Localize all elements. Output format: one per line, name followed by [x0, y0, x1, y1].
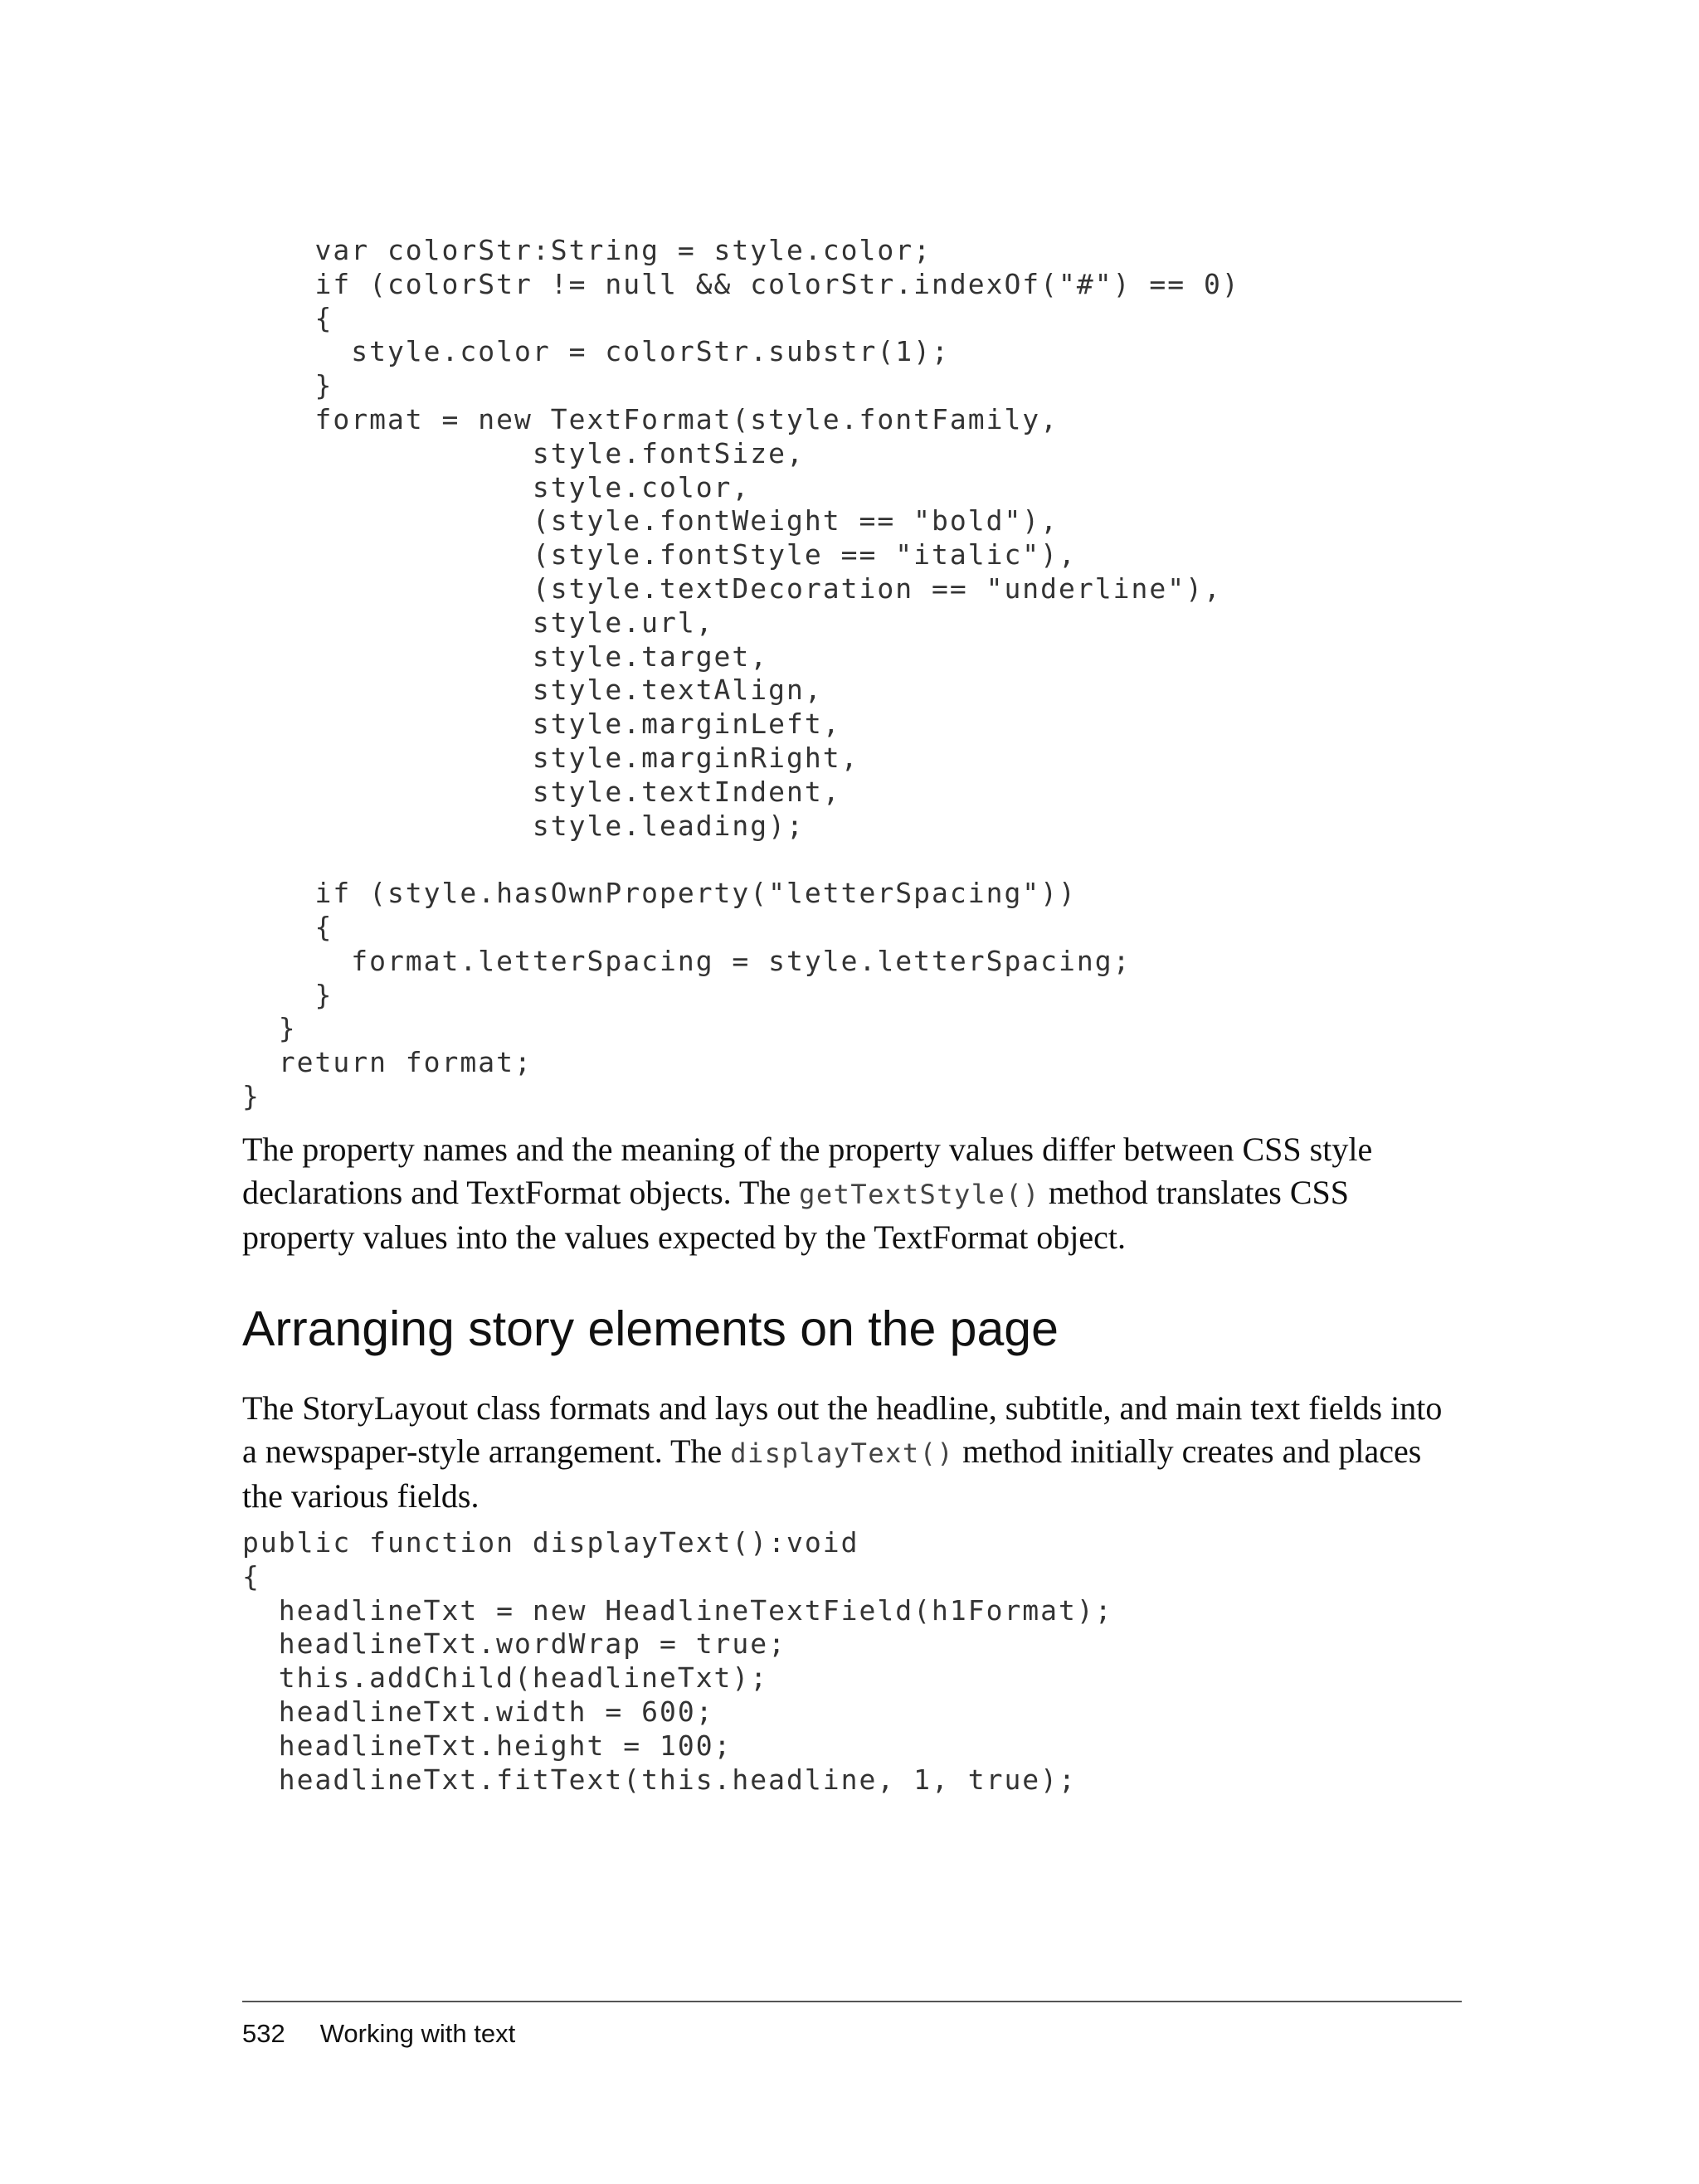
paragraph-storylayout [242, 1387, 1462, 1518]
code-block-display-text: public function displayText():void { headlineTxt = new HeadlineTextField(h1Format); headlineTxt.wordWrap = true; this.addChild(headlineTxt); headlineTxt.width = 600; headlineTxt.height = 100; headlineTxt.fitText(this.headline, 1, true); [242, 1526, 1113, 1796]
page-number: 532 [242, 2019, 285, 2048]
inline-code-gettextstyle: getTextStyle() [799, 1179, 1040, 1210]
paragraph-text: method initially creates and places the various fields. [242, 1432, 1422, 1515]
inline-code-displaytext: displayText() [730, 1437, 955, 1469]
paragraph-text: The StoryLayout class formats and lays out the headline, subtitle, and main text fields into a newspaper-style arrangement. The [242, 1389, 1443, 1470]
paragraph-text: method translates CSS property values into the values expected by the TextFormat object. [242, 1174, 1350, 1256]
footer-divider [242, 2001, 1462, 2002]
section-heading: Arranging story elements on the page [242, 1301, 1059, 1356]
paragraph-text: The property names and the meaning of the property values differ between CSS style declarations and TextFormat objects. The [242, 1131, 1373, 1211]
paragraph-css-properties [242, 1128, 1462, 1259]
page-footer [242, 2017, 515, 2050]
chapter-title: Working with text [319, 2019, 516, 2048]
code-block-text-format: var colorStr:String = style.color; if (colorStr != null && colorStr.indexOf("#") == 0) { style.color = colorStr.substr(1); } format = new TextFormat(style.fontFamily, style.fontSize, style.color, (style.fontWeight == "bold"), (style.fontStyle == "italic"), (style.textDecoration == "underline"), style.url, style.target, style.textAlign, style.marginLeft, style.marginRight, style.textIndent, style.leading); if (style.hasOwnProperty("letterSpacing")) { format.letterSpacing = style.letterSpacing; } } return format; } [242, 234, 1240, 1112]
